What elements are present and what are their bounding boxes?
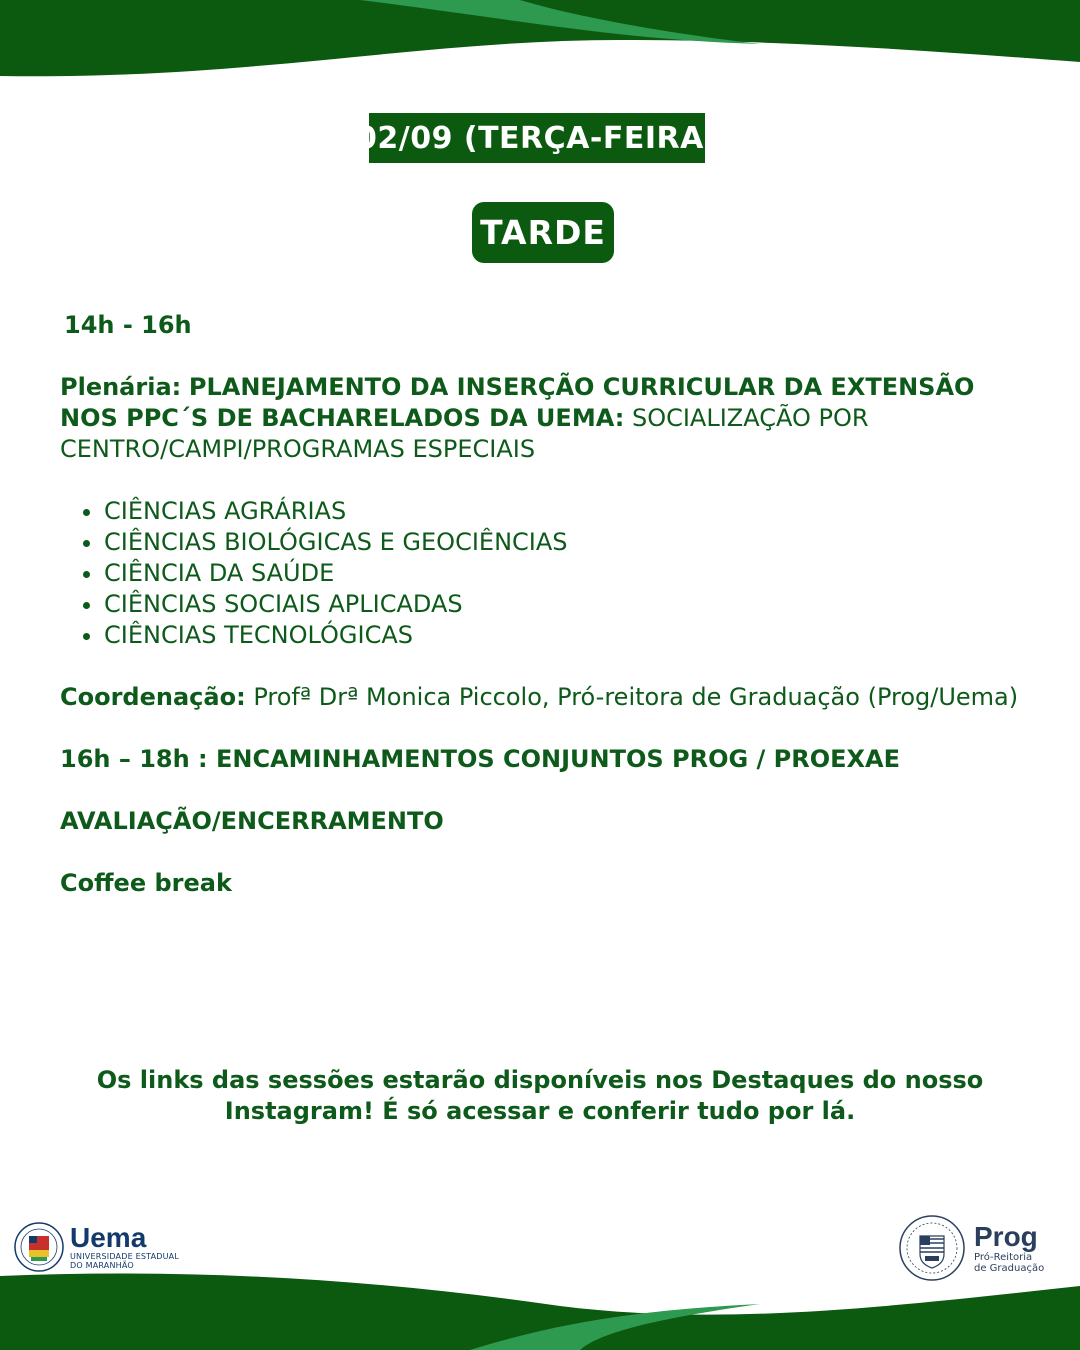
coordination-label: Coordenação:: [60, 683, 246, 711]
time-slot-1: 14h - 16h: [64, 311, 192, 339]
list-item: • CIÊNCIAS SOCIAIS APLICADAS: [104, 589, 1020, 620]
uema-seal-icon: [14, 1222, 64, 1272]
schedule-content: [60, 310, 1020, 899]
prog-logo-sub-1: Pró-Reitoria: [974, 1252, 1033, 1263]
uema-logo-name: Uema: [70, 1222, 147, 1253]
plenaria-label: Plenária:: [60, 373, 182, 401]
plenaria-title: PLANEJAMENTO DA INSERÇÃO CURRICULAR DA EXTENSÃO NOS PPC´S DE BACHARELADOS DA UEMA:: [60, 373, 975, 432]
evaluation-item: AVALIAÇÃO/ENCERRAMENTO: [60, 807, 444, 835]
top-wave-decoration: [0, 0, 1080, 90]
uema-logo-sub-2: DO MARANHÃO: [70, 1261, 134, 1270]
date-badge: [355, 113, 719, 163]
date-text: 02/09 (TERÇA-FEIRA): [355, 120, 719, 156]
prog-logo-name: Prog: [974, 1221, 1038, 1252]
instagram-notice: Os links das sessões estarão disponíveis nos Destaques do nosso Instagram! É só acessar e conferir tudo por lá.: [96, 1066, 984, 1125]
list-item: • CIÊNCIAS AGRÁRIAS: [104, 496, 1020, 527]
plenaria-rest: SOCIALIZAÇÃO POR CENTRO/CAMPI/PROGRAMAS ESPECIAIS: [60, 404, 869, 463]
plenaria-paragraph: [60, 372, 1020, 465]
time-slot-2: 16h – 18h : ENCAMINHAMENTOS CONJUNTOS PROG / PROEXAE: [60, 745, 900, 773]
coordination-text: Profª Drª Monica Piccolo, Pró-reitora de Graduação (Prog/Uema): [253, 683, 1019, 711]
uema-logo-sub-1: UNIVERSIDADE ESTADUAL: [70, 1252, 179, 1261]
coordination-paragraph: [60, 682, 1020, 713]
period-text: TARDE: [480, 213, 606, 252]
list-item: • CIÊNCIA DA SAÚDE: [104, 558, 1020, 589]
period-badge: [472, 202, 614, 263]
coffee-break-item: Coffee break: [60, 869, 232, 897]
list-item: • CIÊNCIAS TECNOLÓGICAS: [104, 620, 1020, 651]
list-item: • CIÊNCIAS BIOLÓGICAS E GEOCIÊNCIAS: [104, 527, 1020, 558]
areas-list: [60, 496, 1020, 651]
prog-logo-sub-2: de Graduação: [974, 1263, 1045, 1274]
bottom-wave-decoration: [0, 1270, 1080, 1350]
